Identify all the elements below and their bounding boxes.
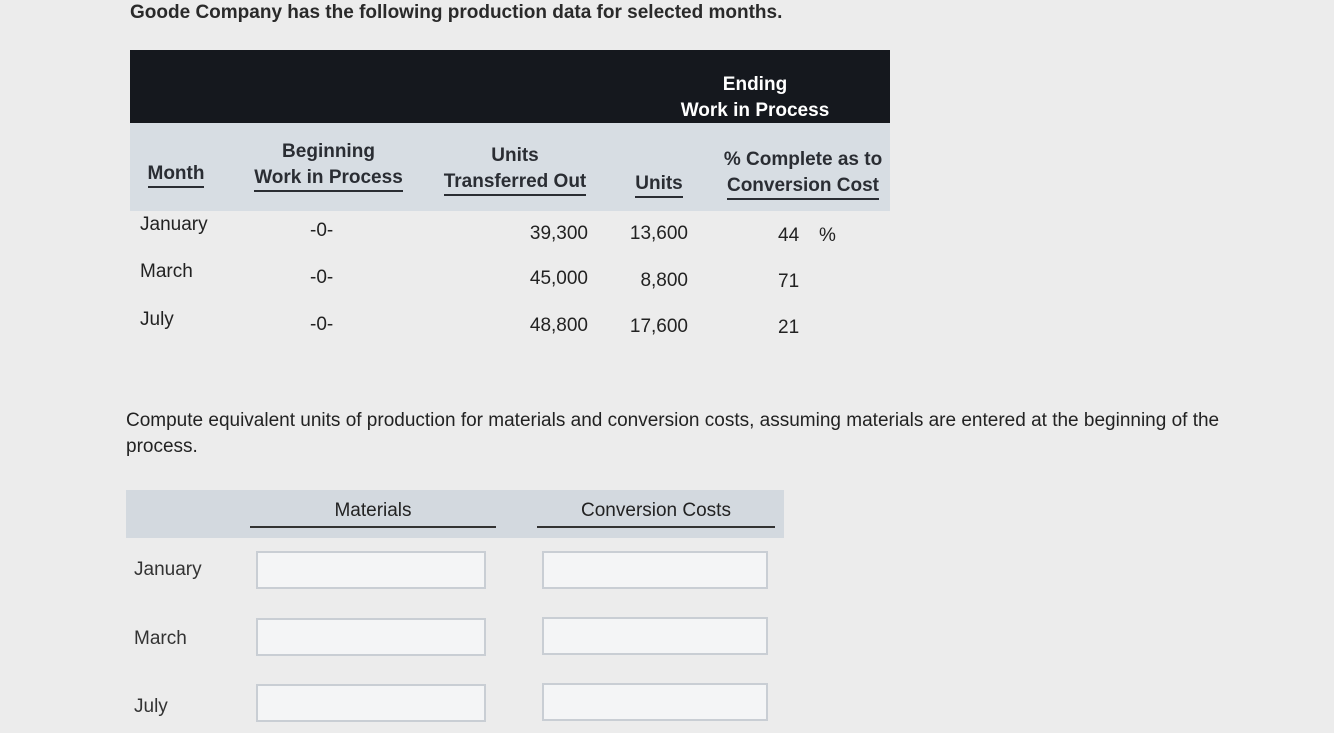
column-header-units-transferred: Units Transferred Out <box>436 143 594 195</box>
table-row-month: March <box>140 261 193 282</box>
materials-input-january[interactable] <box>256 551 486 589</box>
answer-row-label: July <box>134 696 168 717</box>
conversion-input-january[interactable] <box>542 551 768 589</box>
column-header-month: Month <box>140 161 212 187</box>
question-text: Compute equivalent units of production for materials and conversion costs, assuming materials are entered at the beginning of the process. <box>126 410 1220 457</box>
table-cell-beginning: -0- <box>310 314 334 335</box>
problem-intro: Goode Company has the following production data for selected months. <box>130 2 783 23</box>
table-cell-transferred: 45,000 <box>529 268 588 289</box>
table-cell-percent: 71 <box>778 271 800 292</box>
ending-header-line2: Work in Process <box>680 100 830 121</box>
percent-sign: % <box>819 225 836 246</box>
table-cell-transferred: 39,300 <box>529 223 588 244</box>
table-cell-percent: 21 <box>778 317 800 338</box>
table-cell-units: 13,600 <box>629 223 688 244</box>
table-row-month: July <box>140 309 174 330</box>
answer-row-label: January <box>134 559 202 580</box>
column-header-beginning-wip: Beginning Work in Process <box>246 139 411 191</box>
table-cell-transferred: 48,800 <box>529 315 588 336</box>
table-cell-units: 17,600 <box>629 316 688 337</box>
table-row-month: January <box>140 214 208 235</box>
table-cell-beginning: -0- <box>310 267 334 288</box>
ending-header-line1: Ending <box>722 74 788 95</box>
materials-input-march[interactable] <box>256 618 486 656</box>
conversion-input-march[interactable] <box>542 617 768 655</box>
column-header-units: Units <box>626 171 692 197</box>
table-cell-beginning: -0- <box>310 220 334 241</box>
column-header-percent-complete: % Complete as to Conversion Cost <box>722 147 884 199</box>
answer-row-label: March <box>134 628 187 649</box>
table-cell-units: 8,800 <box>640 270 688 291</box>
conversion-input-july[interactable] <box>542 683 768 721</box>
table-cell-percent: 44 <box>778 225 800 246</box>
conversion-column-header: Conversion Costs <box>537 500 775 528</box>
materials-input-july[interactable] <box>256 684 486 722</box>
materials-column-header: Materials <box>250 500 496 528</box>
ending-wip-group-header <box>680 72 830 124</box>
